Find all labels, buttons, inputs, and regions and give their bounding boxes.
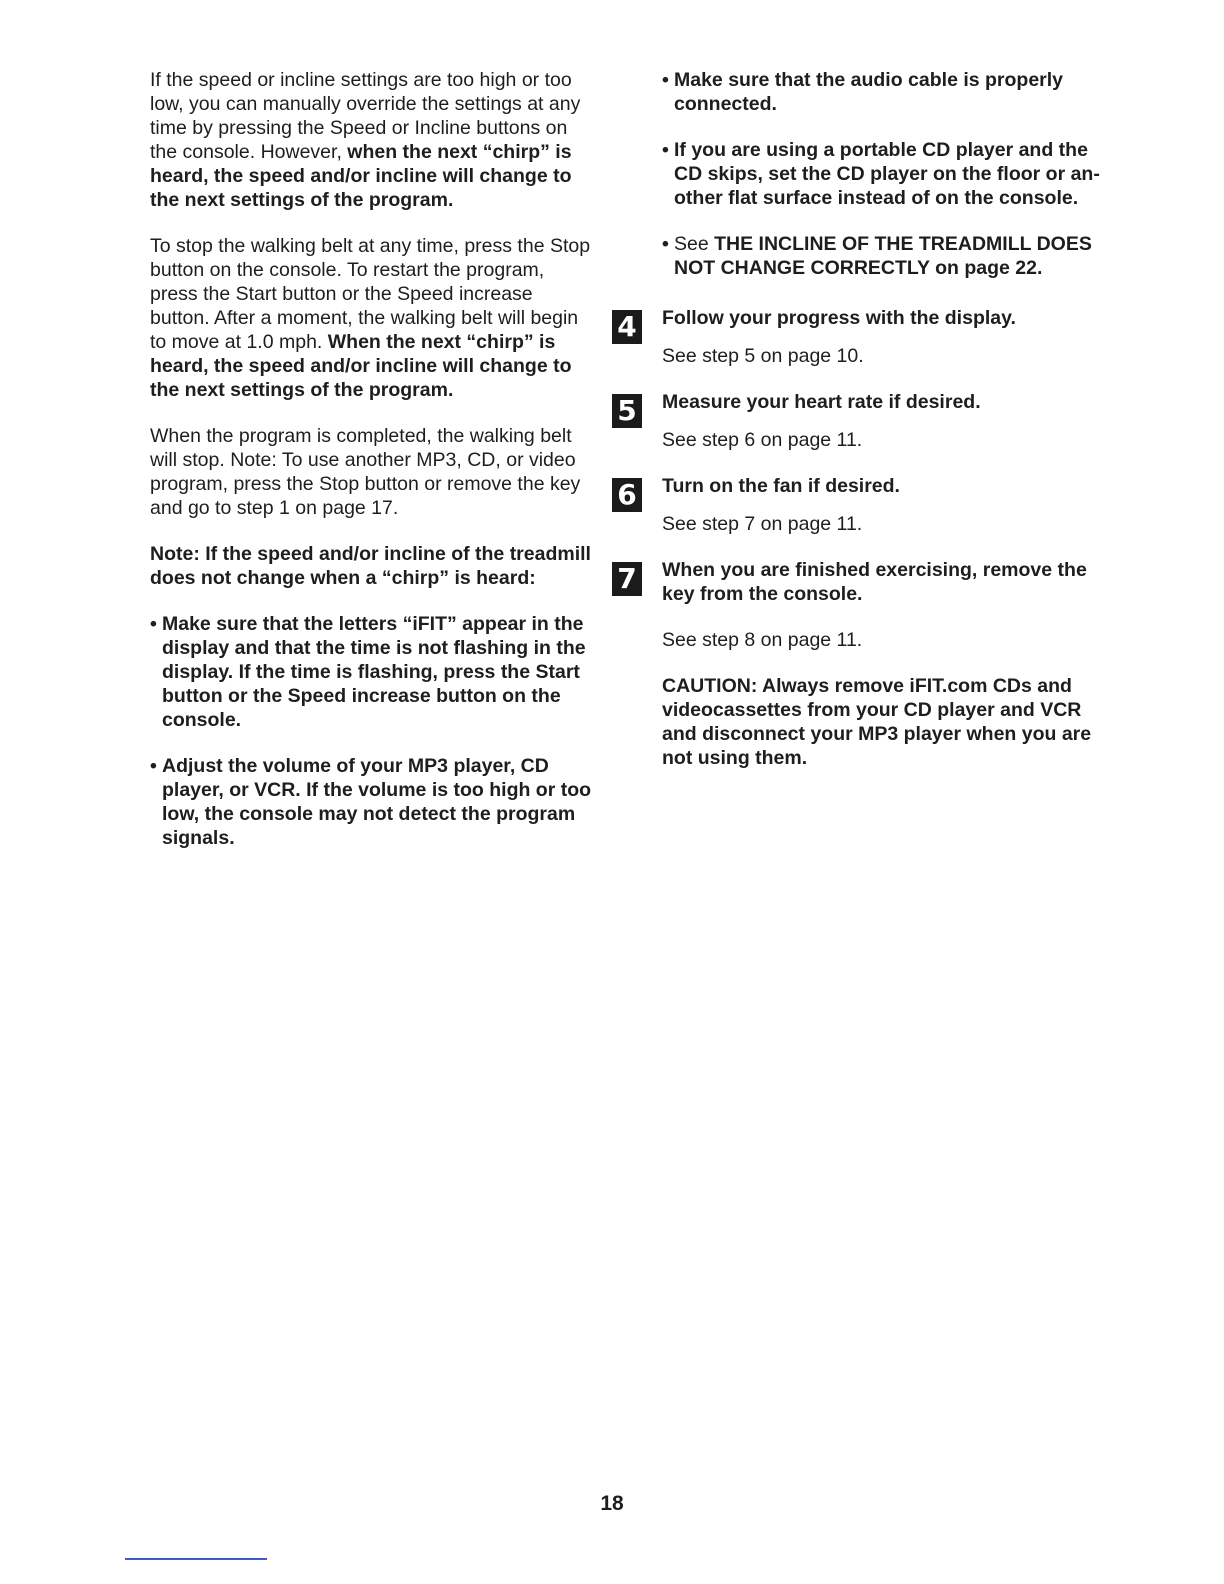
step-number-badge: 5 (612, 394, 642, 428)
footer-rule (125, 1558, 267, 1560)
page-number: 18 (600, 1492, 624, 1515)
bullet-ifit-display: • Make sure that the letters “iFIT” appear in the display and that the time is not flashing in the display. If the time is flashing, press the Start button or the Speed increase button on the console. (150, 613, 586, 731)
bullet-icon: • (150, 755, 157, 777)
caution-note: CAUTION: Always remove iFIT.com CDs and videocassettes from your CD player and VCR and disconnect your MP3 player when you are not using them. (662, 675, 1092, 769)
step-number-badge: 4 (612, 310, 642, 344)
bullet-icon: • (662, 139, 669, 161)
right-column (612, 68, 1112, 770)
left-column (150, 68, 595, 872)
step-6-reference: See step 7 on page 11. (662, 513, 863, 535)
step-number-badge: 6 (612, 478, 642, 512)
step-5-heading: 5 Measure your heart rate if desired. (612, 390, 1112, 414)
step-7-heading: 7 When you are finished exercising, remove the key from the console. (612, 558, 1112, 606)
step-7-reference: See step 8 on page 11. (662, 629, 863, 651)
bullet-cd-skips: • If you are using a portable CD player and the CD skips, set the CD player on the floor or another flat surface instead of on the console. (662, 139, 1100, 209)
step-4-reference: See step 5 on page 10. (662, 345, 864, 367)
step-number-badge: 7 (612, 562, 642, 596)
paragraph-program-complete: When the program is completed, the walking belt will stop. Note: To use another MP3, CD, or video program, press the Stop button or remove the key and go to step 1 on page 17. (150, 425, 581, 519)
bullet-audio-cable: • Make sure that the audio cable is properly connected. (662, 69, 1064, 115)
step-5-reference: See step 6 on page 11. (662, 429, 863, 451)
bullet-icon: • (150, 613, 157, 635)
note-heading: Note: If the speed and/or incline of the treadmill does not change when a “chirp” is heard: (150, 543, 591, 589)
step-6-heading: 6 Turn on the fan if desired. (612, 474, 1112, 498)
step-4-heading: 4 Follow your progress with the display. (612, 306, 1112, 330)
paragraph-stop-restart: To stop the walking belt at any time, press the Stop button on the console. To restart the program, press the Start button or the Speed increase button. After a moment, the walking belt will begin to move at 1.0 mph. When the next “chirp” is heard, the speed and/or incline will change to the next settings of the program. (150, 235, 591, 401)
bullet-icon: • (662, 233, 669, 255)
bullet-icon: • (662, 69, 669, 91)
bullet-adjust-volume: • Adjust the volume of your MP3 player, CD player, or VCR. If the volume is too high or too low, the console may not detect the program signals. (150, 755, 592, 849)
bullet-see-troubleshooting: • See THE INCLINE OF THE TREADMILL DOES NOT CHANGE CORRECTLY on page 22. (662, 233, 1092, 279)
paragraph-manual-override: If the speed or incline settings are too high or too low, you can manually override the settings at any time by pressing the Speed or Incline buttons on the console. However, when the next “chirp” is heard, the speed and/or incline will change to the next settings of the program. (150, 69, 581, 211)
